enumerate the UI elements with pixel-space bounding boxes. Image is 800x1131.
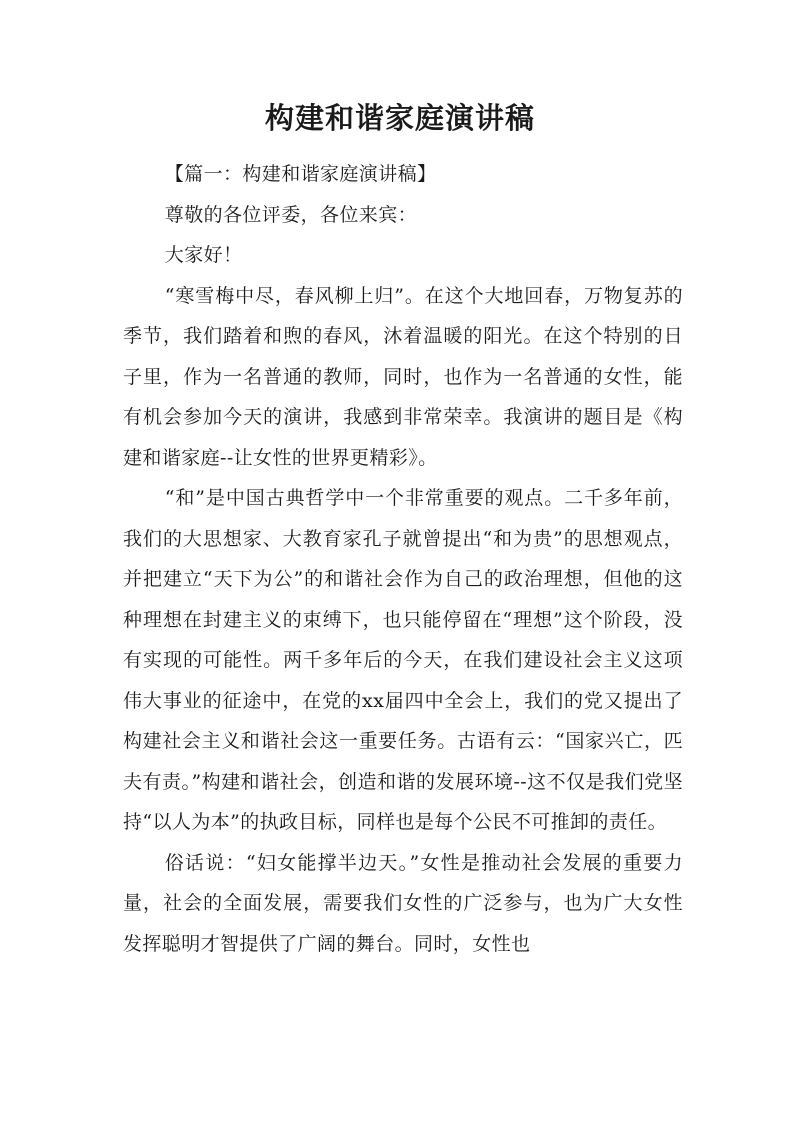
salutation: 尊敬的各位评委，各位来宾： — [164, 203, 417, 226]
paragraph-1: “寒雪梅中尽，春风柳上归”。在这个大地回春，万物复苏的季节，我们踏着和煦的春风，沐着温暖的阳光。在这个特别的日子里，作为一名普通的教师，同时，也作为一名普通的女性，能有机会参加今天的演讲，我感到非常荣幸。我演讲的题目是《构建和谐家庭--让女性的世界更精彩》。 — [123, 284, 683, 469]
paragraph-2: “和”是中国古典哲学中一个非常重要的观点。二千多年前，我们的大思想家、大教育家孔子就曾提出“和为贵”的思想观点，并把建立“天下为公”的和谐社会作为自己的政治理想，但他的这种理想在封建主义的束缚下，也只能停留在“理想”这个阶段，没有实现的可能性。两千多年后的今天，在我们建设社会主义这项伟大事业的征途中，在党的xx届四中全会上，我们的党又提出了构建社会主义和谐社会这一重要任务。古语有云：“国家兴亡，匹夫有责。”构建和谐社会，创造和谐的发展环境--这不仅是我们党坚持“以人为本”的执政目标，同样也是每个公民不可推卸的责任。 — [123, 487, 683, 833]
paragraph-3: 俗话说：“妇女能撑半边天。”女性是推动社会发展的重要力量，社会的全面发展，需要我们女性的广泛参与，也为广大女性发挥聪明才智提供了广阔的舞台。同时，女性也 — [123, 851, 683, 955]
section-heading: 【篇一：构建和谐家庭演讲稿】 — [164, 163, 437, 185]
document-body — [123, 154, 683, 964]
greeting: 大家好！ — [164, 244, 243, 266]
document-title: 构建和谐家庭演讲稿 — [264, 101, 535, 135]
